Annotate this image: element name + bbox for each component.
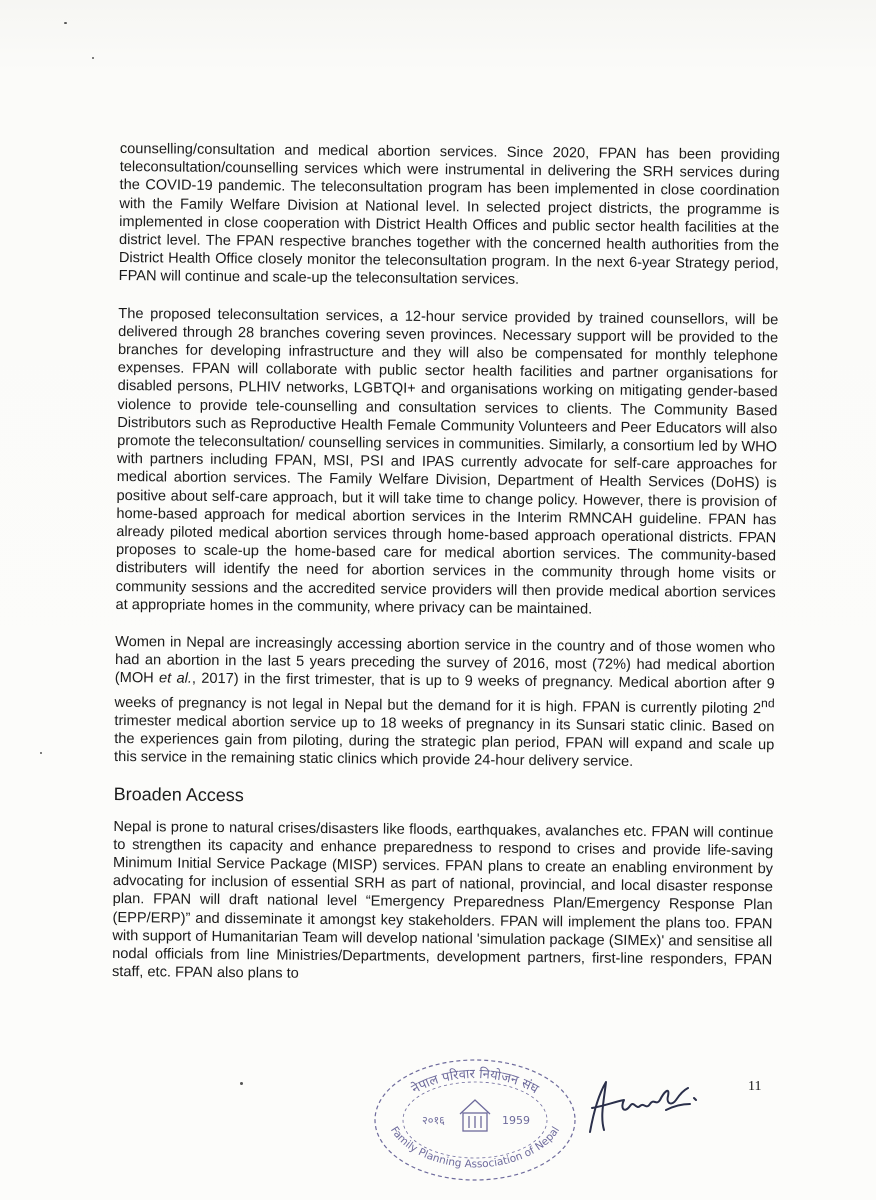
paragraph-teleconsultation-history: counselling/consultation and medical abortion services. Since 2020, FPAN has been providing teleconsultation/counselling services which were instrumental in delivering the SRH services during the COVID-19 pandemic. The teleconsultation program has been implemented in close coordination with the Family Welfare Division at National level. In selected project districts, the programme is implemented in close cooperation with District Health Offices and public sector health facilities at the district level. The FPAN respective branches together with the concerned health authorities from the District Health Office closely monitor the teleconsultation program. In the next 6-year Strategy period, FPAN will continue and scale-up the teleconsultation services. <box>118 140 780 289</box>
svg-text:नेपाल परिवार नियोजन संघ <box>409 1066 542 1097</box>
seal-text-bottom: Family Planning Association of Nepal <box>387 1124 563 1171</box>
handwritten-signature <box>584 1070 704 1140</box>
superscript-ordinal: nd <box>761 695 775 710</box>
scan-speck <box>40 752 42 754</box>
page-number: 11 <box>748 1079 762 1094</box>
citation-et-al: et al. <box>158 670 192 688</box>
paragraph-text: trimester medical abortion service up to 18 weeks of pregnancy in its Sunsari static clinic. Based on the experiences gain from piloting, during the strategic plan period, FPAN will expand and scale up this service in the remaining static clinics which provide 24-hour delivery service. <box>113 712 775 771</box>
seal-year: 1959 <box>502 1114 530 1127</box>
house-emblem-icon <box>460 1100 490 1131</box>
paragraph-medical-abortion <box>114 633 775 773</box>
section-heading: Broaden Access <box>113 784 244 806</box>
paragraph-broaden-access: Nepal is prone to natural crises/disasters like floods, earthquakes, avalanches etc. FPAN will continue to strengthen its capacity and enhance preparedness to respond to crises and provide life-saving Minimum Initial Service Package (MISP) services. FPAN plans to create an enabling environment by advocating for inclusion of essential SRH as part of national, provincial, and local disaster response plan. FPAN will draft national level “Emergency Preparedness Plan/Emergency Response Plan (EPP/ERP)” and disseminate it amongst key stakeholders. FPAN will implement the plans too. FPAN with support of Humanitarian Team will develop national 'simulation package (SIMEx)' and sensitise all nodal officials from line Ministries/Departments, development partners, first-line responders, FPAN staff, etc. FPAN also plans to <box>111 818 774 982</box>
scan-speck <box>92 57 94 59</box>
page-body <box>112 140 780 1007</box>
seal-year-nepali: २०१६ <box>422 1114 445 1127</box>
paragraph-text: , 2017) in the first trimester, that is up to 9 weeks of pregnancy. Medical abortion after 9 weeks of pregnancy is not legal in Nepal but the demand for it is high. FPAN is currently piloting 2 <box>114 671 775 717</box>
seal-text-top: नेपाल परिवार नियोजन संघ <box>409 1066 541 1098</box>
scan-speck <box>64 22 67 24</box>
organization-seal-stamp <box>370 1054 580 1184</box>
paragraph-proposed-teleconsultation: The proposed teleconsultation services, a 12-hour service provided by trained counsellors, will be delivered through 28 branches covering seven provinces. Necessary support will be provided to the branches for developing infrastructure and they will also be compensated for monthly telephone expenses. FPAN will collaborate with public sector health facilities and partner organisations for disabled persons, PLHIV networks, LGBTQI+ and organisations working on mitigating gender-based violence to provide tele-counselling and consultation services to clients. The Community Based Distributors such as Reproductive Health Female Community Volunteers and Peer Educators will also promote the teleconsultation/ counselling services in communities. Similarly, a consortium led by WHO with partners including FPAN, MSI, PSI and IPAS currently advocate for self-care approaches for medical abortion services. The Family Welfare Division, Department of Health Services (DoHS) is positive about self-care approach, but it will take time to change policy. However, there is provision of home-based approach for medical abortion services in the Interim RMNCAH guideline. FPAN has already piloted medical abortion services through home-based approach operational districts. FPAN proposes to scale-up the home-based care for medical abortion services. The community-based distributers will identify the need for abortion services in the community through home visits or community sessions and the accredited service providers will then provide medical abortion services at appropriate homes in the community, where privacy can be maintained. <box>115 305 779 618</box>
paragraph-text: Women in Nepal are increasingly accessing abortion service in the country and of those women who had an abortion in the last 5 years preceding the survey of 2016, most (72%) had medical abortion (MOH <box>114 634 776 687</box>
scan-speck <box>240 1082 243 1085</box>
